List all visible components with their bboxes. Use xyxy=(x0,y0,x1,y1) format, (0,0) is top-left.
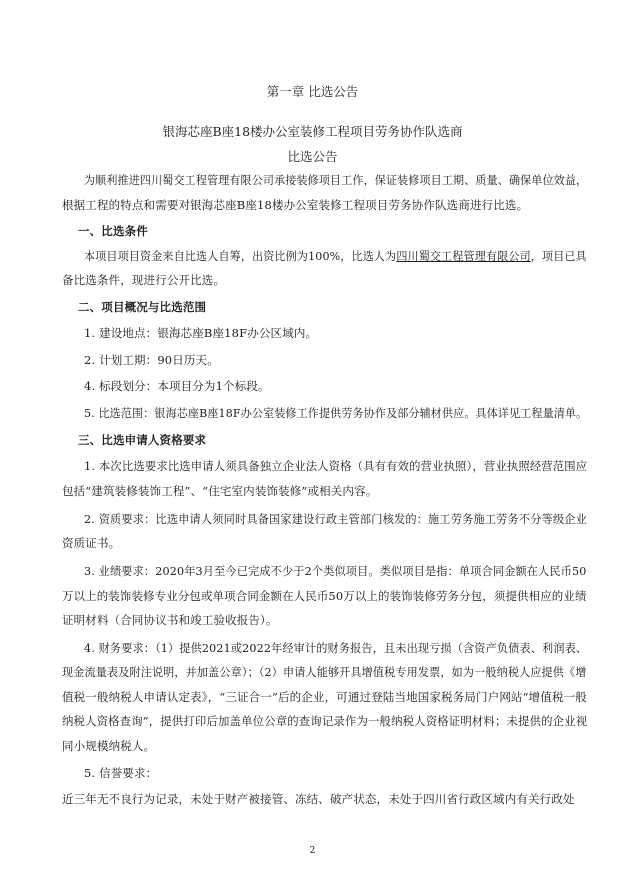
req1-line-2: 包括“建筑装修装饰工程”、“住宅室内装饰装修”或相关内容。 xyxy=(62,484,378,498)
req4-line-3: 值税一般纳税人申请认定表》，“三证合一”后的企业，可通过登陆当地国家税务局门户网站“增值税一般 xyxy=(62,690,587,704)
conditions-text-a: 本项目项目资金来自比选人自筹，出资比例为100%，比选人为 xyxy=(84,249,397,263)
conditions-line-1 xyxy=(84,248,587,264)
req4-line-1: 4. 财务要求：（1）提供2021或2022年经审计的财务报告，且未出现亏损（含资产负债表、利润表、 xyxy=(84,641,588,655)
overview-item-lots: 4. 标段划分：本项目分为1个标段。 xyxy=(84,379,270,393)
page-number: 2 xyxy=(309,846,316,856)
req4-line-5: 同小规模纳税人。 xyxy=(62,739,156,753)
intro-line-1: 为顺利推进四川蜀交工程管理有限公司承接装修项目工作，保证装修项目工期、质量、确保单位效益， xyxy=(84,173,588,187)
req3-line-2: 万以上的装饰装修专业分包或单项合同金额在人民币50万以上的装饰装修劳务分包，须提供相应的业绩 xyxy=(62,589,587,603)
section-heading-conditions: 一、比选条件 xyxy=(78,224,148,238)
section-heading-overview: 二、项目概况与比选范围 xyxy=(78,300,207,314)
section-heading-qualifications: 三、比选申请人资格要求 xyxy=(78,433,207,447)
bidder-company-name: 四川蜀交工程管理有限公司 xyxy=(396,249,531,263)
overview-item-scope: 5. 比选范围：银海芯座B座18F办公室装修工作提供劳务协作及部分辅材供应。具体详见工程量清单。 xyxy=(84,406,588,420)
intro-line-2: 根据工程的特点和需要对银海芯座B座18楼办公室装修工程项目劳务协作队选商进行比选。 xyxy=(62,198,529,212)
document-title: 银海芯座B座18楼办公室装修工程项目劳务协作队选商 xyxy=(162,124,463,139)
req5-line-1: 近三年无不良行为记录，未处于财产被接管、冻结、破产状态，未处于四川省行政区域内有关行政处 xyxy=(62,792,575,806)
req1-line-1: 1. 本次比选要求比选申请人须具备独立企业法人资格（具有有效的营业执照），营业执照经营范围应 xyxy=(84,459,588,473)
req2-line-2: 资质证书。 xyxy=(62,536,121,550)
req2-line-1: 2. 资质要求：比选申请人须同时具备国家建设行政主管部门核发的：施工劳务施工劳务不分等级企业 xyxy=(84,512,588,526)
document-subtitle: 比选公告 xyxy=(287,149,338,164)
chapter-title: 第一章 比选公告 xyxy=(266,84,359,99)
req4-line-4: 纳税人资格查询”，提供打印后加盖单位公章的查询记录作为一般纳税人资格证明材料；未提供的企业视 xyxy=(62,714,588,728)
conditions-line-2: 备比选条件，现进行公开比选。 xyxy=(62,273,226,287)
overview-item-duration: 2. 计划工期：90日历天。 xyxy=(84,353,219,367)
overview-item-location: 1. 建设地点：银海芯座B座18F办公区域内。 xyxy=(84,326,318,340)
req3-line-1: 3. 业绩要求：2020年3月至今已完成不少于2个类似项目。类似项目是指：单项合同金额在人民币50 xyxy=(84,564,587,578)
req5-heading: 5. 信誉要求： xyxy=(84,766,158,780)
req4-line-2: 现金流量表及附注说明，并加盖公章）；（2）申请人能够开具增值税专用发票，如为一般纳税人应提供《增 xyxy=(62,665,587,679)
conditions-text-b: ，项目已具 xyxy=(530,249,587,263)
req3-line-3: 证明材料（合同协议书和竣工验收报告）。 xyxy=(62,613,278,627)
